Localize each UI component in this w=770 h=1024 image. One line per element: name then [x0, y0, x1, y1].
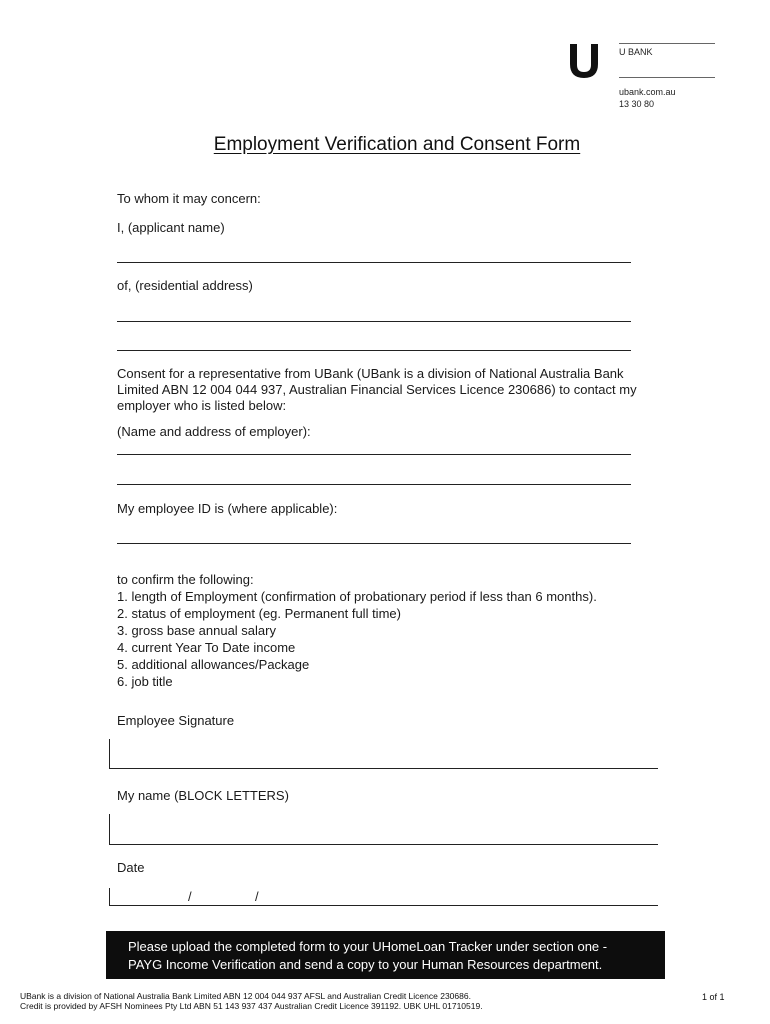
- applicant-name-field[interactable]: [117, 262, 631, 263]
- ubank-u-logo-icon: [569, 43, 599, 79]
- page-title: Employment Verification and Consent Form: [213, 134, 581, 155]
- employer-field-1[interactable]: [117, 454, 631, 455]
- residential-address-field-1[interactable]: [117, 321, 631, 322]
- salutation: To whom it may concern:: [117, 191, 261, 206]
- bank-name: U BANK: [619, 47, 653, 57]
- signature-field[interactable]: [109, 739, 658, 769]
- page-number: 1 of 1: [702, 992, 725, 1002]
- confirm-item: 5. additional allowances/Package: [117, 657, 310, 672]
- confirm-item: 4. current Year To Date income: [117, 640, 296, 655]
- employer-label: (Name and address of employer):: [117, 424, 311, 439]
- bank-phone: 13 30 80: [619, 99, 655, 109]
- header-mid-rule: [619, 77, 715, 78]
- employee-id-label: My employee ID is (where applicable):: [117, 501, 338, 516]
- confirm-item: 6. job title: [117, 674, 173, 689]
- date-separator: /: [255, 889, 259, 904]
- upload-instructions-banner: [106, 931, 665, 979]
- employee-id-field[interactable]: [117, 543, 631, 544]
- date-separator: /: [188, 889, 192, 904]
- confirm-item: 2. status of employment (eg. Permanent full time): [117, 606, 401, 621]
- confirm-item: 3. gross base annual salary: [117, 623, 276, 638]
- residential-address-field-2[interactable]: [117, 350, 631, 351]
- consent-paragraph: Consent for a representative from UBank (UBank is a division of National Australia Bank Limited ABN 12 004 044 937, Australian Financial Services Licence 230686) to contact my employer who is listed below:: [117, 366, 637, 413]
- bank-website: ubank.com.au: [619, 87, 676, 97]
- banner-line-2: PAYG Income Verification and send a copy to your Human Resources department.: [128, 957, 603, 972]
- signature-label: Employee Signature: [117, 713, 235, 728]
- footer-disclaimer-2: Credit is provided by AFSH Nominees Pty Ltd ABN 51 143 937 437 Australian Credit Licence 391192. UBK UHL 01710519.: [20, 1001, 483, 1011]
- banner-line-1: Please upload the completed form to your UHomeLoan Tracker under section one -: [128, 939, 608, 954]
- date-label: Date: [117, 860, 145, 875]
- employer-field-2[interactable]: [117, 484, 631, 485]
- header-top-rule: [619, 43, 715, 44]
- residential-address-label: of, (residential address): [117, 278, 253, 293]
- confirm-intro: to confirm the following:: [117, 572, 254, 587]
- block-name-field[interactable]: [109, 814, 658, 845]
- applicant-name-label: I, (applicant name): [117, 220, 225, 235]
- confirm-item: 1. length of Employment (confirmation of probationary period if less than 6 months).: [117, 589, 597, 604]
- block-name-label: My name (BLOCK LETTERS): [117, 788, 289, 803]
- footer-disclaimer-1: UBank is a division of National Australia Bank Limited ABN 12 004 044 937 AFSL and Australian Credit Licence 230686.: [20, 991, 471, 1001]
